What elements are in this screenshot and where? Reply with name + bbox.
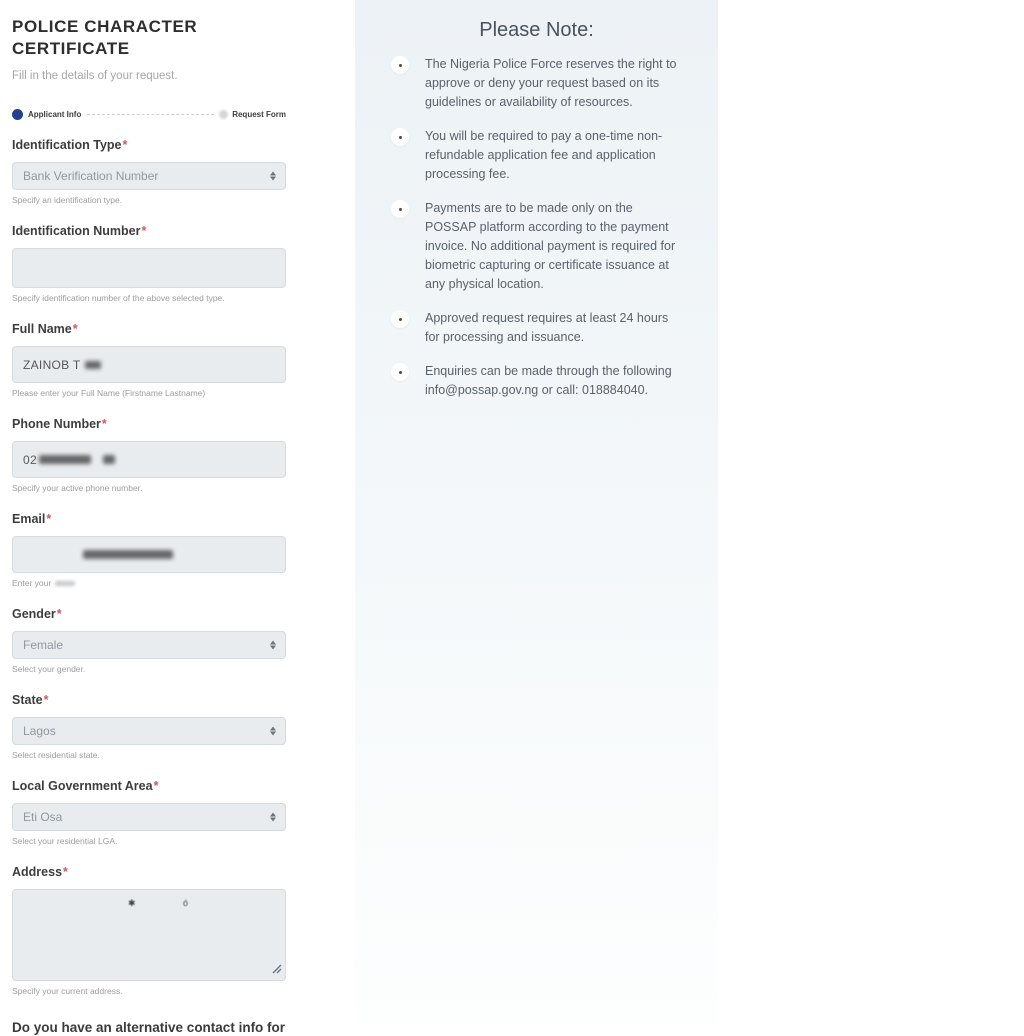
selected-value: Lagos [23, 724, 56, 738]
note-list [355, 55, 718, 400]
identification-number-input[interactable] [12, 248, 286, 288]
field-state [12, 692, 286, 761]
required-asterisk: * [141, 224, 147, 238]
page-title: POLICE CHARACTER CERTIFICATE [12, 17, 198, 58]
note-item [355, 362, 718, 400]
alternative-contact-question: Do you have an alternative contact info for [12, 1020, 286, 1035]
state-select[interactable] [12, 717, 286, 745]
field-helper: Specify your active phone number. [12, 483, 143, 493]
field-phone-number [12, 416, 286, 494]
stepper-connector [87, 114, 214, 115]
redacted-text [83, 550, 173, 559]
field-email [12, 511, 286, 589]
page-subtitle: Fill in the details of your request. [12, 70, 178, 82]
field-identification-number [12, 223, 286, 304]
field-helper: Enter your [12, 578, 286, 589]
required-asterisk: * [56, 607, 62, 621]
select-arrows-icon [270, 172, 276, 181]
field-helper: Select your residential LGA. [12, 836, 118, 846]
field-label: Email* [12, 512, 52, 526]
note-item [355, 199, 718, 294]
field-label: Identification Number* [12, 224, 147, 238]
bullet-dot-icon [391, 56, 409, 74]
phone-number-input[interactable] [12, 441, 286, 478]
field-helper: Select residential state. [12, 750, 100, 760]
selected-value: Female [23, 638, 64, 652]
textarea-resize-handle-icon[interactable] [271, 963, 282, 977]
field-identification-type [12, 137, 286, 206]
select-arrows-icon [270, 813, 276, 822]
gender-select[interactable] [12, 631, 286, 659]
select-arrows-icon [270, 727, 276, 736]
note-item [355, 127, 718, 184]
field-full-name [12, 321, 286, 399]
redacted-text [55, 581, 75, 586]
application-form [12, 0, 286, 1036]
field-helper: Select your gender. [12, 664, 86, 674]
field-label: Address* [12, 865, 68, 879]
please-note-panel [355, 0, 718, 1024]
stepper-step-applicant-info[interactable] [12, 109, 81, 120]
field-label: Identification Type* [12, 138, 128, 152]
note-heading: Please Note: [479, 19, 594, 41]
note-text: Payments are to be made only on the POSSAP platform according to the payment invoice. No additional payment is required for biometric capturing or certificate issuance at any physical location. [425, 201, 676, 291]
redacted-text [85, 361, 101, 369]
required-asterisk: * [46, 512, 52, 526]
step-label: Applicant Info [28, 110, 82, 119]
identification-type-select[interactable] [12, 162, 286, 190]
input-value: ZAINOB T [23, 357, 81, 372]
note-text: You will be required to pay a one-time non-refundable application fee and application processing fee. [425, 129, 663, 181]
full-name-input[interactable] [12, 346, 286, 383]
form-stepper [12, 109, 286, 120]
field-helper: Specify identification number of the above selected type. [12, 293, 225, 303]
email-input[interactable] [12, 536, 286, 573]
note-item [355, 55, 718, 112]
note-text: Enquiries can be made through the following info@possap.gov.ng or call: 018884040. [425, 364, 672, 397]
active-step-dot-icon [12, 109, 23, 120]
required-asterisk: * [122, 138, 128, 152]
field-label: Full Name* [12, 322, 78, 336]
field-helper: Please enter your Full Name (Firstname Lastname) [12, 388, 206, 398]
selected-value: Eti Osa [23, 810, 63, 824]
select-arrows-icon [270, 641, 276, 650]
lga-select[interactable] [12, 803, 286, 831]
field-address [12, 864, 286, 997]
required-asterisk: * [72, 322, 78, 336]
field-label: State* [12, 693, 49, 707]
field-label: Gender* [12, 607, 62, 621]
address-textarea[interactable]: ✱ ó [12, 889, 286, 981]
selected-value: Bank Verification Number [23, 169, 159, 183]
stepper-step-request-form[interactable] [220, 110, 286, 119]
redacted-text [103, 455, 115, 464]
field-helper: Specify an identification type. [12, 195, 123, 205]
field-helper: Specify your current address. [12, 986, 123, 996]
bullet-dot-icon [391, 128, 409, 146]
input-value: 02 [23, 452, 37, 467]
required-asterisk: * [63, 865, 68, 879]
redacted-text [39, 455, 91, 464]
note-item [355, 309, 718, 347]
inactive-step-dot-icon [220, 111, 227, 118]
field-gender [12, 606, 286, 675]
note-text: The Nigeria Police Force reserves the right to approve or deny your request based on its guidelines or availability of resources. [425, 57, 677, 109]
required-asterisk: * [43, 693, 49, 707]
bullet-dot-icon [391, 310, 409, 328]
field-label: Local Government Area* [12, 779, 159, 793]
note-text: Approved request requires at least 24 hours for processing and issuance. [425, 311, 669, 344]
bullet-dot-icon [391, 200, 409, 218]
required-asterisk: * [153, 779, 159, 793]
bullet-dot-icon [391, 363, 409, 381]
step-label: Request Form [232, 110, 286, 119]
required-asterisk: * [101, 417, 107, 431]
field-lga [12, 778, 286, 847]
field-label: Phone Number* [12, 417, 107, 431]
